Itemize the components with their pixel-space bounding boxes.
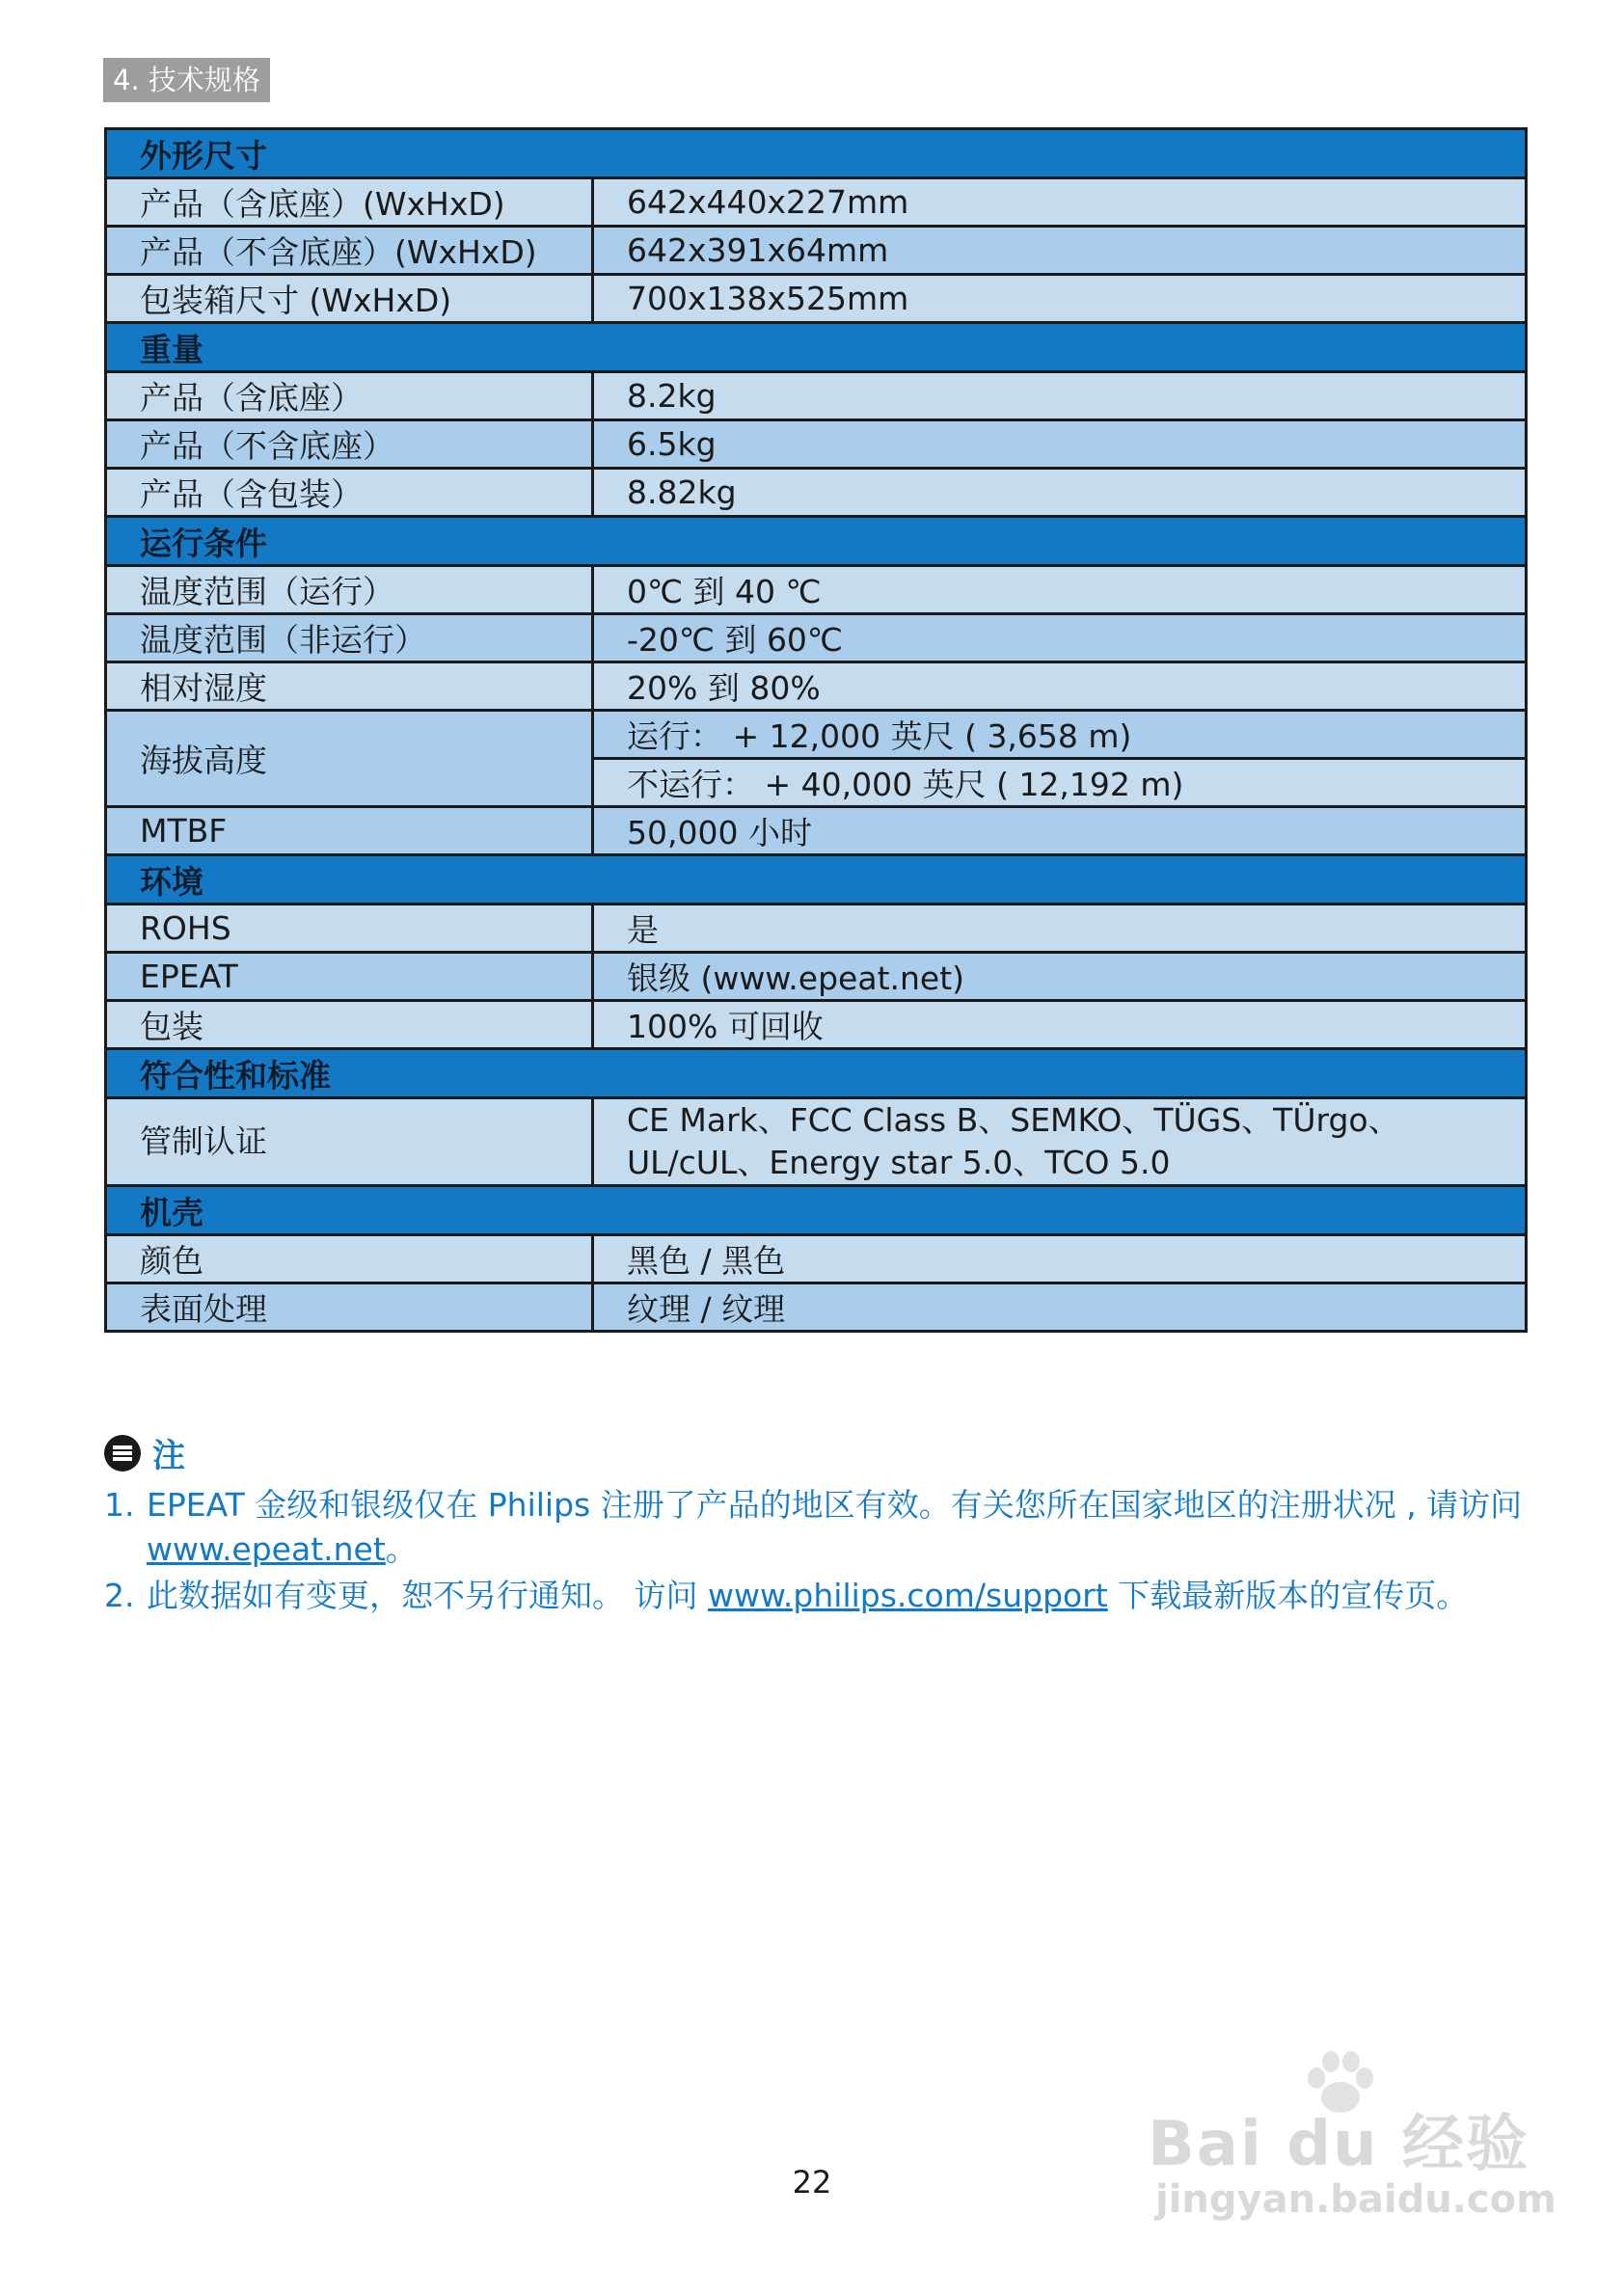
spec-row: [106, 372, 1527, 420]
spec-value: 8.82kg: [593, 469, 1527, 517]
spec-label: 产品（含底座）: [106, 372, 593, 420]
spec-row: [106, 275, 1527, 323]
note-number: 2.: [104, 1577, 135, 1614]
spec-label: 温度范围（运行）: [106, 566, 593, 614]
spec-row: [106, 1235, 1527, 1283]
section-title: 机壳: [106, 1186, 1527, 1235]
note-item: [104, 1483, 1531, 1572]
spec-value: 8.2kg: [593, 372, 1527, 420]
baidu-watermark: [1138, 2044, 1556, 2237]
spec-row: [106, 662, 1527, 711]
spec-value: CE Mark、FCC Class B、SEMKO、TÜGS、TÜrgo、UL/cUL、Energy star 5.0、TCO 5.0: [593, 1098, 1527, 1186]
spec-label: MTBF: [106, 807, 593, 855]
section-title: 环境: [106, 855, 1527, 905]
note-link[interactable]: www.philips.com/support: [707, 1577, 1108, 1614]
chapter-tab: 4. 技术规格: [103, 58, 270, 102]
spec-value: 100% 可回收: [593, 1001, 1527, 1049]
spec-value: 银级 (www.epeat.net): [593, 953, 1527, 1001]
spec-row: [106, 1283, 1527, 1332]
spec-table: [104, 127, 1528, 1333]
note-heading-label: 注: [152, 1437, 185, 1475]
spec-value: 700x138x525mm: [593, 275, 1527, 323]
spec-value: 642x391x64mm: [593, 227, 1527, 275]
section-title: 重量: [106, 323, 1527, 372]
spec-label: 产品（不含底座）(WxHxD): [106, 227, 593, 275]
note-heading: [104, 1429, 185, 1476]
note-text: [147, 1483, 1531, 1572]
spec-value: 0℃ 到 40 ℃: [593, 566, 1527, 614]
note-text-body: EPEAT 金级和银级仅在 Philips 注册了产品的地区有效。有关您所在国家地区的注册状况 , 请访问: [147, 1486, 1523, 1524]
section-title: 运行条件: [106, 517, 1527, 566]
spec-row: [106, 953, 1527, 1001]
note-number: 1.: [104, 1486, 135, 1524]
section-header: [106, 129, 1527, 178]
spec-label: EPEAT: [106, 953, 593, 1001]
spec-value: 642x440x227mm: [593, 178, 1527, 227]
spec-row: [106, 905, 1527, 953]
spec-label: 产品（不含底座）: [106, 420, 593, 469]
spec-row: [106, 1098, 1527, 1186]
spec-label: 颜色: [106, 1235, 593, 1283]
spec-label: 产品（含底座）(WxHxD): [106, 178, 593, 227]
note-text-tail: 。: [385, 1530, 418, 1568]
section-header: [106, 323, 1527, 372]
spec-value: -20℃ 到 60℃: [593, 614, 1527, 662]
spec-row: [106, 711, 1527, 759]
spec-label: ROHS: [106, 905, 593, 953]
spec-label: 表面处理: [106, 1283, 593, 1332]
spec-label: 产品（含包装）: [106, 469, 593, 517]
spec-label: 包装: [106, 1001, 593, 1049]
spec-row: [106, 420, 1527, 469]
spec-row: [106, 469, 1527, 517]
section-title: 外形尺寸: [106, 129, 1527, 178]
section-header: [106, 1049, 1527, 1098]
spec-label: 温度范围（非运行）: [106, 614, 593, 662]
spec-row: [106, 1001, 1527, 1049]
spec-value: 6.5kg: [593, 420, 1527, 469]
spec-row: [106, 227, 1527, 275]
spec-value: 运行： + 12,000 英尺 ( 3,658 m): [593, 711, 1527, 759]
note-text-body: 此数据如有变更，恕不另行通知。 访问: [147, 1577, 708, 1614]
page-number: 22: [792, 2164, 832, 2201]
spec-value: 20% 到 80%: [593, 662, 1527, 711]
spec-row: [106, 566, 1527, 614]
note-text: [147, 1574, 1468, 1618]
watermark-url: jingyan.baidu.com: [1155, 2177, 1556, 2222]
section-header: [106, 855, 1527, 905]
spec-value: 不运行： + 40,000 英尺 ( 12,192 m): [593, 759, 1527, 807]
spec-value: 是: [593, 905, 1527, 953]
spec-row: [106, 807, 1527, 855]
note-link[interactable]: www.epeat.net: [147, 1530, 386, 1568]
spec-label: 相对湿度: [106, 662, 593, 711]
spec-row: [106, 614, 1527, 662]
spec-label: 包装箱尺寸 (WxHxD): [106, 275, 593, 323]
note-text-tail: 下载最新版本的宣传页。: [1107, 1577, 1469, 1614]
section-header: [106, 517, 1527, 566]
spec-label: 海拔高度: [106, 711, 593, 807]
notes-list: [104, 1483, 1531, 1620]
watermark-logo-text: Bai du 经验: [1148, 2109, 1529, 2180]
spec-label: 管制认证: [106, 1098, 593, 1186]
section-header: [106, 1186, 1527, 1235]
spec-value: 纹理 / 纹理: [593, 1283, 1527, 1332]
spec-value: 50,000 小时: [593, 807, 1527, 855]
section-title: 符合性和标准: [106, 1049, 1527, 1098]
note-item: [104, 1574, 1531, 1618]
spec-value: 黑色 / 黑色: [593, 1235, 1527, 1283]
note-icon: [104, 1435, 141, 1472]
spec-row: [106, 178, 1527, 227]
